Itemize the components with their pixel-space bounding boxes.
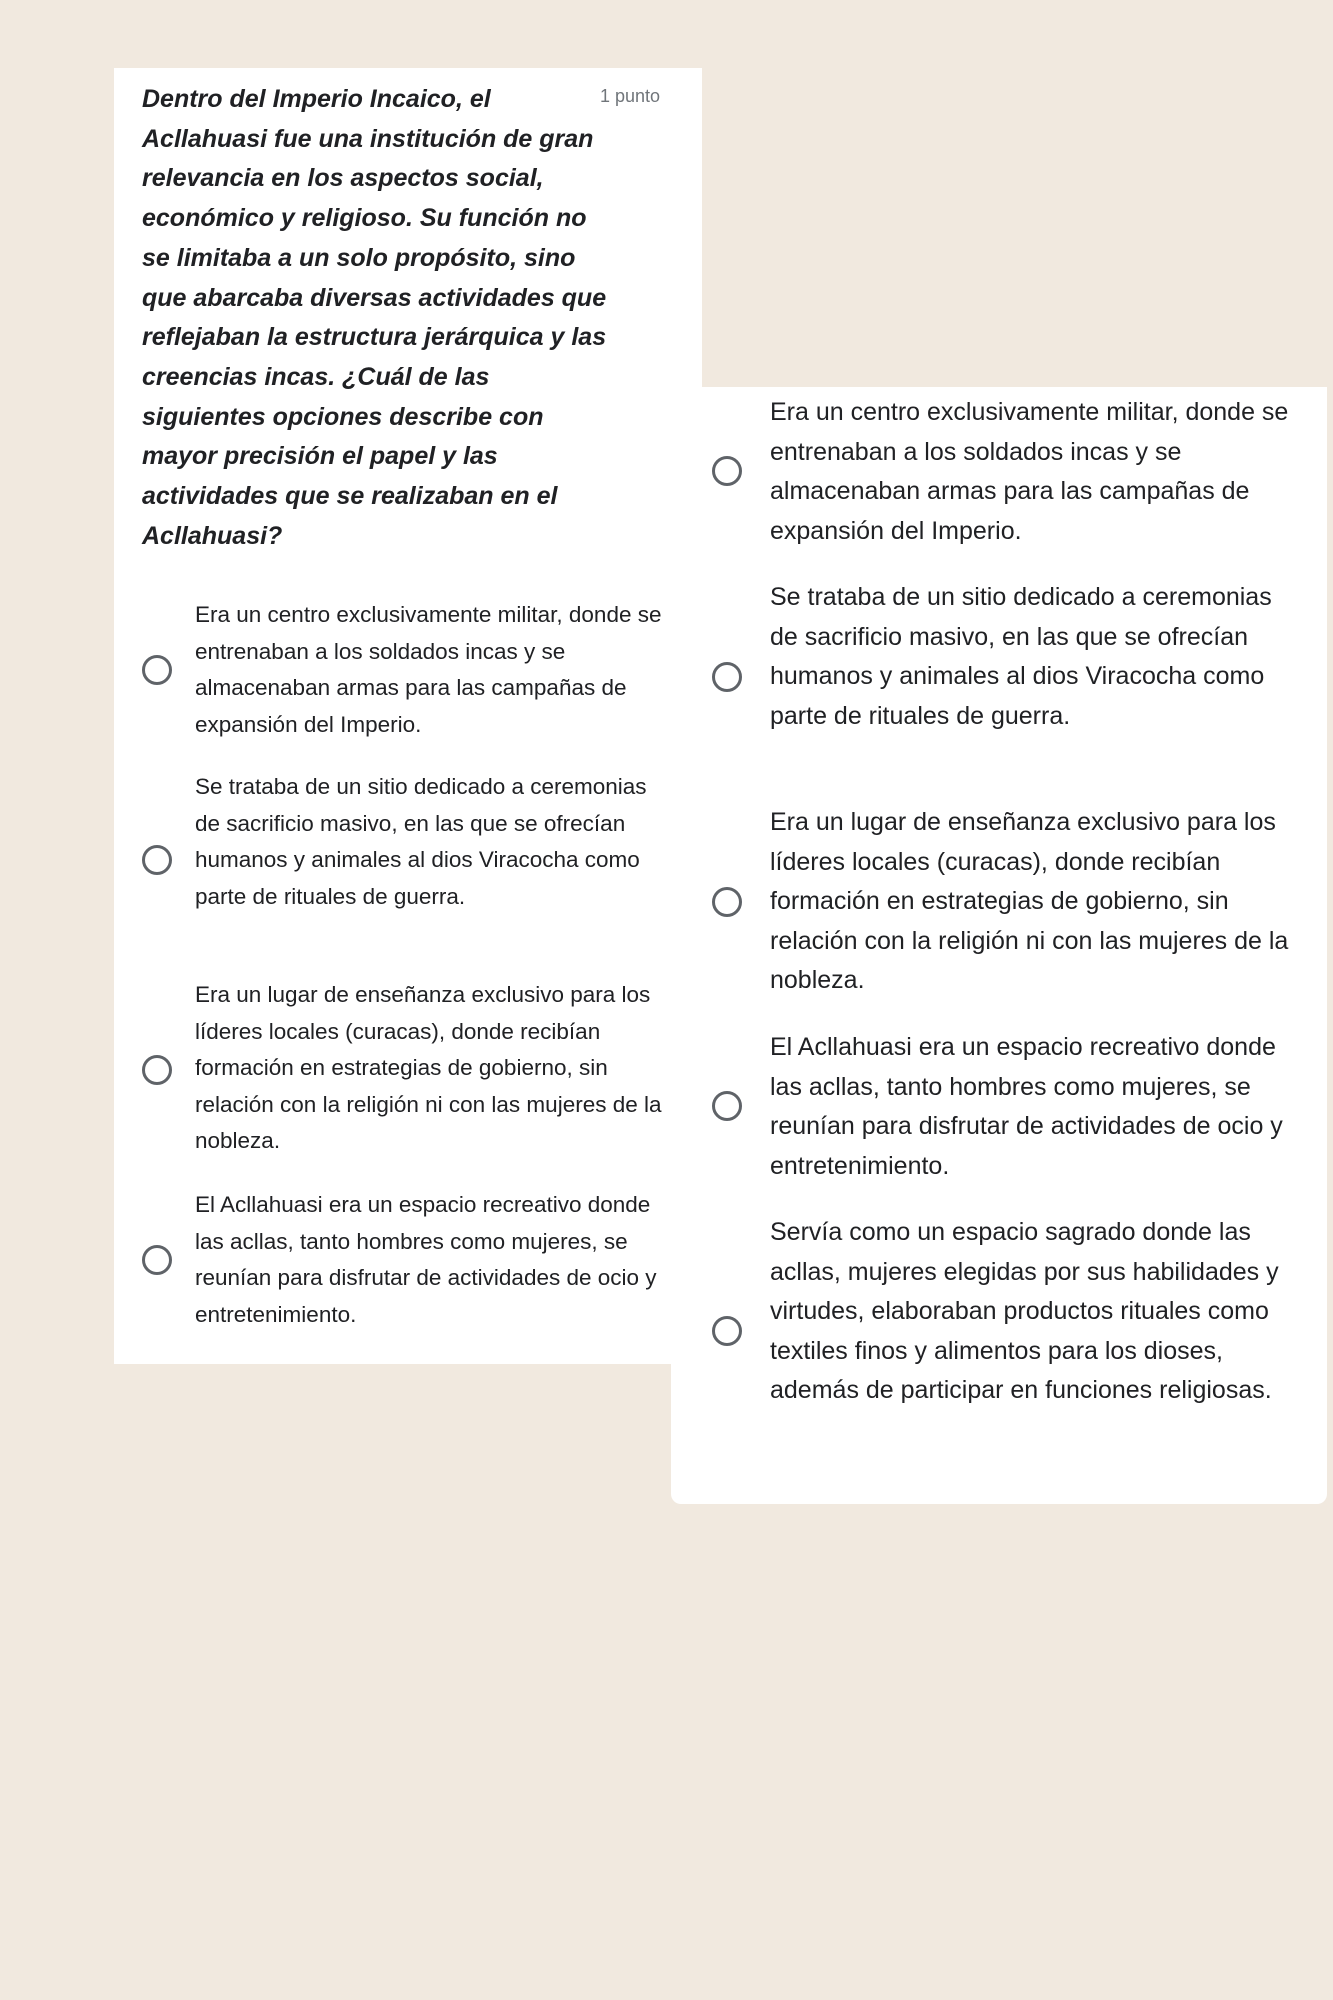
- option-label: El Acllahuasi era un espacio recreativo donde las acllas, tanto hombres como mujeres, se reunían para disfrutar de actividades de ocio y entretenimiento.: [770, 1033, 1283, 1180]
- radio-button[interactable]: [712, 456, 742, 486]
- points-label: 1 punto: [600, 86, 661, 106]
- radio-button[interactable]: [142, 655, 172, 685]
- option-label: Se trataba de un sitio dedicado a ceremonias de sacrificio masivo, en las que se ofrecían humanos y animales al dios Viracocha como parte de rituales de guerra.: [770, 583, 1272, 730]
- option-label: Era un centro exclusivamente militar, donde se entrenaban a los soldados incas y se almacenaban armas para las campañas de expansión del Imperio.: [195, 602, 662, 737]
- radio-button[interactable]: [142, 1245, 172, 1275]
- radio-button[interactable]: [142, 845, 172, 875]
- option-label: Era un centro exclusivamente militar, donde se entrenaban a los soldados incas y se almacenaban armas para las campañas de expansión del Imperio.: [770, 398, 1289, 545]
- option-label: Se trataba de un sitio dedicado a ceremonias de sacrificio masivo, en las que se ofrecían humanos y animales al dios Viracocha como parte de rituales de guerra.: [195, 774, 647, 909]
- option-label: Era un lugar de enseñanza exclusivo para los líderes locales (curacas), donde recibían formación en estrategias de gobierno, sin relación con la religión ni con las mujeres de la nobleza.: [195, 982, 662, 1153]
- option-label: Era un lugar de enseñanza exclusivo para los líderes locales (curacas), donde recibían formación en estrategias de gobierno, sin relación con la religión ni con las mujeres de la nobleza.: [770, 808, 1289, 994]
- radio-button[interactable]: [712, 1316, 742, 1346]
- radio-button[interactable]: [712, 662, 742, 692]
- question-text: Dentro del Imperio Incaico, el Acllahuasi fue una institución de gran relevancia en los aspectos social, económico y religioso. Su función no se limitaba a un solo propósito, sino que abarcaba diversas actividades que reflejaban la estructura jerárquica y las creencias incas. ¿Cuál de las siguientes opciones describe con mayor precisión el papel y las actividades que se realizaban en el Acllahuasi?: [142, 85, 607, 550]
- radio-button[interactable]: [712, 1091, 742, 1121]
- radio-button[interactable]: [142, 1055, 172, 1085]
- option-label: Servía como un espacio sagrado donde las acllas, mujeres elegidas por sus habilidades y virtudes, elaboraban productos rituales como textiles finos y alimentos para los dioses, además de participar en funciones religiosas.: [770, 1218, 1279, 1404]
- radio-button[interactable]: [712, 887, 742, 917]
- option-label: El Acllahuasi era un espacio recreativo donde las acllas, tanto hombres como mujeres, se reunían para disfrutar de actividades de ocio y entretenimiento.: [195, 1192, 657, 1327]
